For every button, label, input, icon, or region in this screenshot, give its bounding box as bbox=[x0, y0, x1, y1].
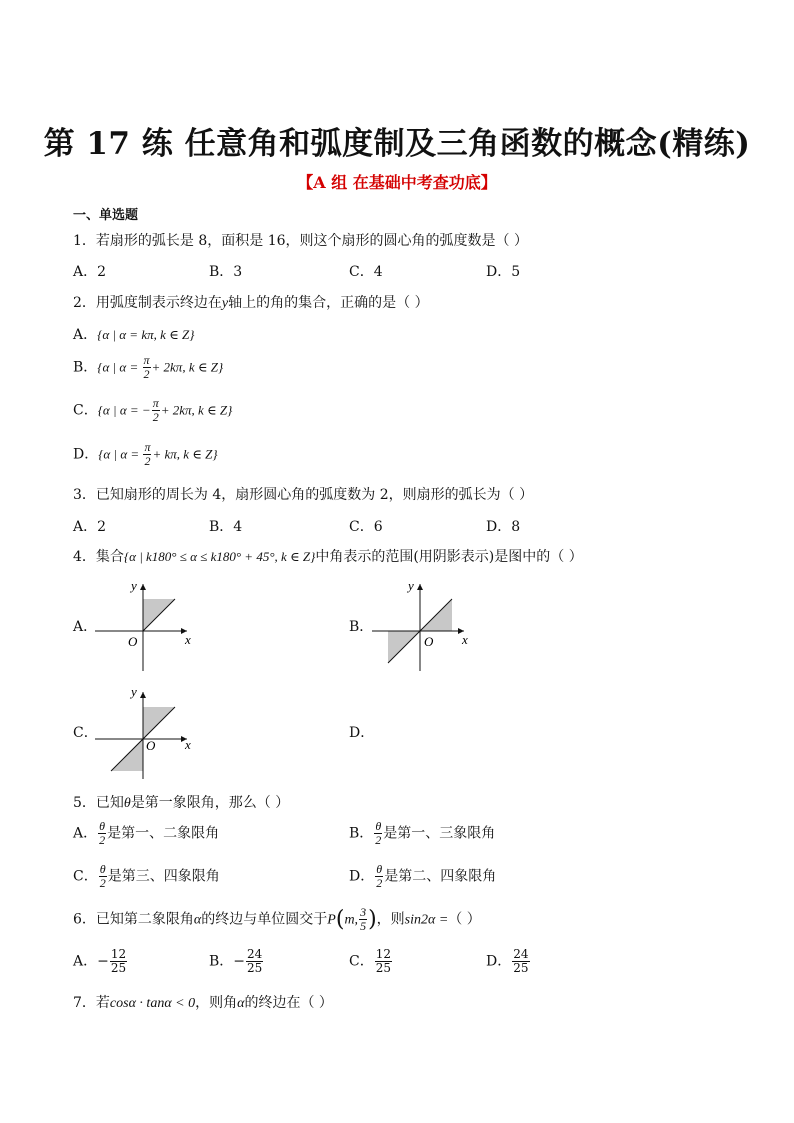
q5-option-c-den: 2 bbox=[99, 876, 106, 890]
q4-option-d-label[interactable]: D． bbox=[349, 725, 375, 741]
q5-option-a[interactable] bbox=[73, 820, 219, 847]
q4-a-y-label: y bbox=[131, 578, 137, 593]
q5-stem-a: 5．已知 bbox=[73, 795, 124, 811]
q6-option-a-num: 12 bbox=[110, 947, 127, 961]
q5-option-c-fraction bbox=[99, 863, 107, 890]
q6-option-d-den: 25 bbox=[513, 961, 529, 975]
question-1: 1．若扇形的弧长是 8，面积是 16，则这个扇形的圆心角的弧度数是（ ） bbox=[73, 233, 528, 249]
q4-b-origin-label: O bbox=[424, 634, 434, 649]
q5-option-d-text: 是第二、四象限角 bbox=[384, 868, 497, 885]
q1-option-d[interactable]: D．5 bbox=[486, 264, 521, 280]
q6-point-name: P bbox=[327, 912, 336, 928]
question-5 bbox=[73, 792, 289, 812]
q4-figure-a[interactable] bbox=[95, 576, 205, 672]
q5-option-d-num: θ bbox=[376, 862, 383, 876]
q2-option-a-label: A． bbox=[73, 327, 98, 343]
q6-option-c-label: C． bbox=[349, 953, 374, 970]
q4-a-origin-label: O bbox=[128, 634, 138, 649]
q6-stem-a: 6．已知第二象限角 bbox=[73, 911, 194, 928]
q2-option-d-label: D． bbox=[73, 446, 99, 463]
q5-option-d-den: 2 bbox=[376, 876, 383, 890]
q5-option-a-text: 是第一、二象限角 bbox=[107, 825, 220, 842]
q6-option-c-den: 25 bbox=[375, 961, 391, 975]
q2-option-c-label: C． bbox=[73, 402, 98, 419]
q2-option-b-label: B． bbox=[73, 359, 98, 376]
q5-option-d-fraction bbox=[375, 863, 383, 890]
q6-option-b[interactable] bbox=[209, 948, 264, 975]
q3-option-d[interactable]: D．8 bbox=[486, 519, 521, 535]
q4-a-y-arrow bbox=[140, 584, 146, 590]
q6-option-a[interactable] bbox=[73, 948, 128, 975]
q5-option-a-fraction bbox=[98, 820, 106, 847]
q5-option-a-label: A． bbox=[73, 825, 98, 842]
q6-option-a-sign: − bbox=[97, 953, 109, 970]
group-subtitle: 【A 组 在基础中考查功底】 bbox=[297, 173, 497, 192]
question-2 bbox=[73, 292, 429, 312]
q5-option-d[interactable] bbox=[349, 863, 496, 890]
q2-option-a-expr: {α | α = kπ, k ∈ Z} bbox=[97, 327, 195, 342]
q2-stem-a: 2．用弧度制表示终边在 bbox=[73, 295, 222, 311]
q7-stem-b: ，则角 bbox=[195, 995, 238, 1011]
q6-option-c-num: 12 bbox=[375, 947, 391, 961]
q2-option-b-num: π bbox=[143, 353, 150, 367]
q6-option-b-num: 24 bbox=[247, 947, 263, 961]
q4-c-x-label: x bbox=[185, 737, 191, 752]
question-6 bbox=[73, 906, 481, 933]
page-title: 第 17 练 任意角和弧度制及三角函数的概念(精练) bbox=[43, 126, 751, 162]
q6-option-b-label: B． bbox=[209, 953, 234, 970]
section-heading: 一、单选题 bbox=[73, 208, 139, 223]
q2-option-d-post: + kπ, k ∈ Z} bbox=[152, 446, 218, 462]
q2-option-c[interactable] bbox=[73, 397, 232, 424]
q2-option-c-fraction bbox=[152, 397, 160, 424]
q6-option-b-den: 25 bbox=[247, 961, 263, 975]
q4-c-origin-label: O bbox=[146, 738, 156, 753]
q2-option-d-pre: {α | α = bbox=[98, 446, 143, 462]
q2-option-b-pre: {α | α = bbox=[97, 359, 142, 375]
q7-stem-c: 的终边在（ ） bbox=[244, 995, 333, 1011]
q5-option-c[interactable] bbox=[73, 863, 220, 890]
q5-option-b-fraction bbox=[374, 820, 382, 847]
q2-option-c-post: + 2kπ, k ∈ Z} bbox=[160, 402, 233, 418]
q5-option-b-den: 2 bbox=[375, 833, 382, 847]
q4-figure-c[interactable] bbox=[95, 684, 205, 780]
q2-option-c-num: π bbox=[152, 396, 159, 410]
q4-option-b-label[interactable]: B． bbox=[349, 619, 374, 635]
q2-option-b-post: + 2kπ, k ∈ Z} bbox=[151, 359, 224, 375]
q2-option-b-fraction bbox=[143, 354, 151, 381]
q4-c-y-label: y bbox=[131, 684, 137, 699]
q6-alpha: α bbox=[193, 912, 202, 928]
q6-option-d-label: D． bbox=[486, 953, 512, 970]
q6-option-c-fraction bbox=[375, 948, 392, 975]
q5-option-c-label: C． bbox=[73, 868, 98, 885]
q2-option-c-pre: {α | α = − bbox=[97, 402, 151, 418]
q6-option-c[interactable] bbox=[349, 948, 393, 975]
q6-option-d-fraction bbox=[512, 948, 529, 975]
q6-stem-b: 的终边与单位圆交于 bbox=[201, 911, 328, 928]
q6-option-b-fraction bbox=[246, 948, 263, 975]
q2-option-c-den: 2 bbox=[152, 410, 159, 424]
q5-option-a-den: 2 bbox=[99, 833, 106, 847]
q5-stem-b: 是第一象限角，那么（ ） bbox=[130, 795, 290, 811]
q2-stem-b: 轴上的角的集合，正确的是（ ） bbox=[228, 295, 429, 311]
q5-option-d-label: D． bbox=[349, 868, 375, 885]
q2-option-d[interactable] bbox=[73, 441, 218, 468]
q6-option-b-sign: − bbox=[233, 953, 246, 970]
q4-stem-a: 4．集合 bbox=[73, 549, 124, 565]
q3-option-c[interactable]: C．6 bbox=[349, 519, 383, 535]
q4-b-x-label: x bbox=[462, 632, 468, 647]
q6-point-num: 3 bbox=[360, 905, 367, 919]
q7-stem-a: 7．若 bbox=[73, 995, 110, 1011]
q6-point-m: m, bbox=[344, 912, 359, 928]
q2-option-d-num: π bbox=[144, 440, 151, 454]
q6-option-a-den: 25 bbox=[110, 961, 127, 975]
q2-option-b-den: 2 bbox=[143, 367, 150, 381]
q6-stem-c: ，则 bbox=[376, 911, 405, 928]
q2-option-a[interactable] bbox=[73, 324, 194, 344]
q6-point-close-paren: ) bbox=[368, 907, 377, 932]
q4-figure-b[interactable] bbox=[372, 576, 482, 672]
q4-option-c-label[interactable]: C． bbox=[73, 725, 98, 741]
q5-option-b-text: 是第一、三象限角 bbox=[383, 825, 496, 842]
q5-option-b-num: θ bbox=[375, 819, 382, 833]
q5-theta: θ bbox=[123, 796, 131, 811]
q3-option-a[interactable]: A．2 bbox=[73, 519, 107, 535]
q4-b-y-label: y bbox=[408, 578, 414, 593]
q5-option-c-text: 是第三、四象限角 bbox=[107, 868, 220, 885]
question-7 bbox=[73, 992, 333, 1012]
q4-set-expr: {α | k180° ≤ α ≤ k180° + 45°, k ∈ Z} bbox=[123, 549, 316, 564]
q6-option-d-num: 24 bbox=[513, 947, 529, 961]
q2-option-b[interactable] bbox=[73, 354, 223, 381]
q7-expr: cosα · tanα < 0 bbox=[109, 996, 196, 1011]
q4-c-y-arrow bbox=[140, 692, 146, 698]
q4-stem-b: 中角表示的范围(用阴影表示)是图中的（ ） bbox=[315, 549, 583, 565]
q6-point-fraction bbox=[359, 906, 367, 933]
q6-point-den: 5 bbox=[360, 919, 367, 933]
q6-point-open-paren: ( bbox=[335, 907, 345, 932]
q2-option-d-den: 2 bbox=[144, 454, 151, 468]
q1-option-c[interactable]: C．4 bbox=[349, 264, 383, 280]
question-4 bbox=[73, 546, 583, 566]
q5-option-a-num: θ bbox=[99, 819, 106, 833]
q2-option-d-fraction bbox=[143, 441, 151, 468]
q3-option-b[interactable]: B．4 bbox=[209, 519, 243, 535]
q1-option-b[interactable]: B．3 bbox=[209, 264, 243, 280]
q6-expr: sin2α = bbox=[404, 912, 449, 928]
q5-option-b-label: B． bbox=[349, 825, 374, 842]
q6-option-d[interactable] bbox=[486, 948, 531, 975]
q5-option-b[interactable] bbox=[349, 820, 495, 847]
q1-option-a[interactable]: A．2 bbox=[73, 264, 107, 280]
question-3: 3．已知扇形的周长为 4，扇形圆心角的弧度数为 2，则扇形的弧长为（ ） bbox=[73, 487, 534, 503]
q4-option-a-label[interactable]: A． bbox=[73, 619, 98, 635]
q6-option-a-label: A． bbox=[73, 953, 98, 970]
q4-a-x-label: x bbox=[185, 632, 191, 647]
q7-alpha: α bbox=[237, 996, 245, 1011]
q4-b-y-arrow bbox=[417, 584, 423, 590]
q6-option-a-fraction bbox=[110, 948, 127, 975]
q5-option-c-num: θ bbox=[99, 862, 106, 876]
q2-var-y: y bbox=[221, 296, 229, 311]
q6-stem-d: （ ） bbox=[448, 911, 481, 928]
